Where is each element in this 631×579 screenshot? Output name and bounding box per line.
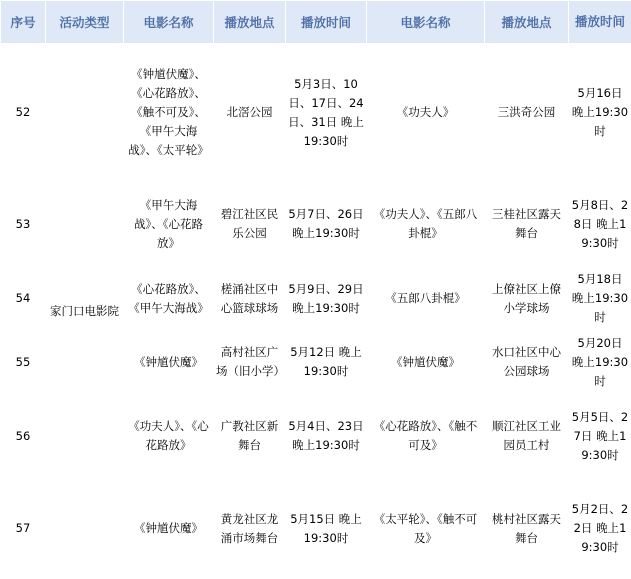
film-cell: 《钟馗伏魔》、《心花路放》、《触不可及》、《甲午大海战》、《太平轮》	[124, 44, 214, 182]
film-cell: 《钟馗伏魔》	[367, 331, 485, 394]
film-cell: 《甲午大海战》、《心花路放》	[124, 182, 214, 267]
activity-type-cell: 家门口电影院	[46, 44, 124, 579]
header-place-1: 播放地点	[214, 1, 286, 44]
time-cell: 5月9日、29日 晚上19:30时	[286, 267, 367, 331]
row-number: 54	[1, 267, 46, 331]
place-cell: 水口社区中心公园球场	[485, 331, 569, 394]
header-time-1: 播放时间	[286, 1, 367, 44]
film-cell: 《钟馗伏魔》	[124, 479, 214, 579]
place-cell: 北滘公园	[214, 44, 286, 182]
row-number: 57	[1, 479, 46, 579]
time-cell: 5月7日、26日 晚上19:30时	[286, 182, 367, 267]
row-number: 56	[1, 394, 46, 479]
row-number: 53	[1, 182, 46, 267]
time-cell: 5月5日、27日 晚上19:30时	[569, 394, 631, 479]
place-cell: 桃村社区露天舞台	[485, 479, 569, 579]
place-cell: 上僚社区上僚小学球场	[485, 267, 569, 331]
header-film-1: 电影名称	[124, 1, 214, 44]
film-cell: 《太平轮》、《触不可及》	[367, 479, 485, 579]
header-row	[1, 1, 631, 44]
time-cell: 5月4日、23日 晚上19:30时	[286, 394, 367, 479]
header-no: 序号	[1, 1, 46, 44]
header-time-2: 播放时间	[569, 1, 631, 44]
header-film-2: 电影名称	[367, 1, 485, 44]
place-cell: 三洪奇公园	[485, 44, 569, 182]
row-number: 55	[1, 331, 46, 394]
film-cell: 《功夫人》、《心花路放》	[124, 394, 214, 479]
film-cell: 《心花路放》、《触不可及》	[367, 394, 485, 479]
time-cell: 5月16日 晚上19:30时	[569, 44, 631, 182]
table-row	[1, 44, 631, 182]
time-cell: 5月18日 晚上19:30时	[569, 267, 631, 331]
film-cell: 《功夫人》	[367, 44, 485, 182]
place-cell: 槎涌社区中心篮球球场	[214, 267, 286, 331]
time-cell: 5月15日 晚上19:30时	[286, 479, 367, 579]
time-cell: 5月12日 晚上19:30时	[286, 331, 367, 394]
header-activity-type: 活动类型	[46, 1, 124, 44]
time-cell: 5月8日、28日 晚上19:30时	[569, 182, 631, 267]
time-cell: 5月20日 晚上19:30时	[569, 331, 631, 394]
place-cell: 广教社区新舞台	[214, 394, 286, 479]
time-cell: 5月3日、10日、17日、24日、31日 晚上19:30时	[286, 44, 367, 182]
film-cell: 《钟馗伏魔》	[124, 331, 214, 394]
place-cell: 黄龙社区龙涌市场舞台	[214, 479, 286, 579]
place-cell: 三桂社区露天舞台	[485, 182, 569, 267]
time-cell: 5月2日、22日 晚上19:30时	[569, 479, 631, 579]
header-place-2: 播放地点	[485, 1, 569, 44]
film-cell: 《功夫人》、《五郎八卦棍》	[367, 182, 485, 267]
row-number: 52	[1, 44, 46, 182]
place-cell: 高村社区广场（旧小学）	[214, 331, 286, 394]
film-cell: 《心花路放》、《甲午大海战》	[124, 267, 214, 331]
place-cell: 顺江社区工业园员工村	[485, 394, 569, 479]
film-cell: 《五郎八卦棍》	[367, 267, 485, 331]
place-cell: 碧江社区民乐公园	[214, 182, 286, 267]
